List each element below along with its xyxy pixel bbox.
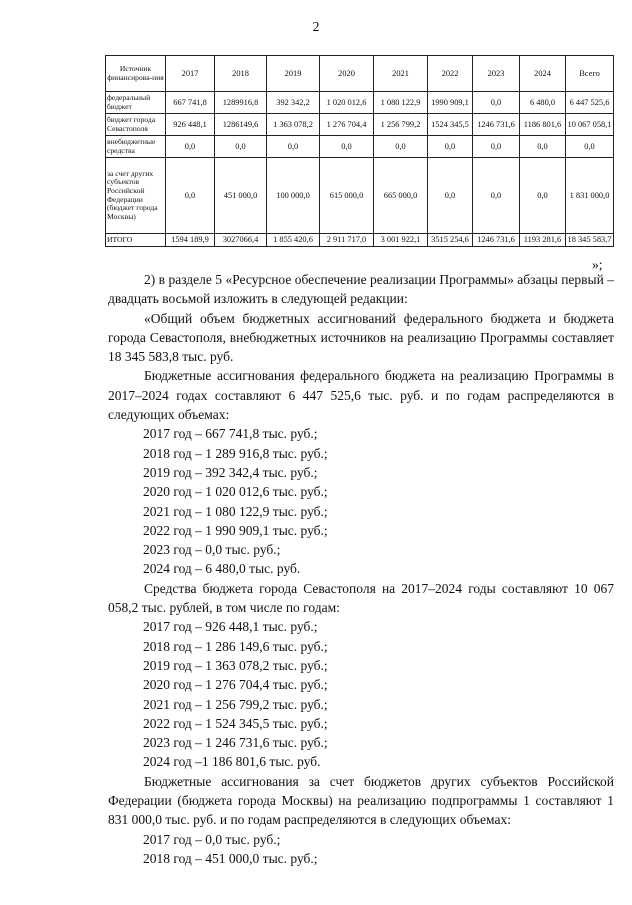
table-cell: 3027066,4 — [215, 234, 267, 247]
table-row — [106, 114, 614, 136]
table-cell: 615 000,0 — [320, 158, 374, 234]
table-cell: 1 363 078,2 — [267, 114, 320, 136]
list-item: 2019 год – 392 342,4 тыс. руб.; — [143, 464, 318, 480]
list-item: 2017 год – 667 741,8 тыс. руб.; — [143, 426, 318, 442]
list-item: 2021 год – 1 256 799,2 тыс. руб.; — [143, 696, 328, 712]
table-cell: 1 831 000,0 — [566, 158, 614, 234]
list-item: 2017 год – 0,0 тыс. руб.; — [143, 831, 281, 847]
list-item: 2022 год – 1 990 909,1 тыс. руб.; — [143, 522, 328, 538]
list-item: 2023 год – 1 246 731,6 тыс. руб.; — [143, 735, 328, 751]
table-cell: бюджет города Севастополя — [106, 114, 166, 136]
table-row — [106, 136, 614, 158]
table-cell: 0,0 — [374, 136, 428, 158]
table-row — [106, 234, 614, 247]
table-cell: 0,0 — [428, 158, 473, 234]
table-cell: 1246 731,6 — [473, 234, 520, 247]
list-item: 2021 год – 1 080 122,9 тыс. руб.; — [143, 503, 328, 519]
table-cell: 926 448,1 — [166, 114, 215, 136]
table-cell: ИТОГО — [106, 234, 166, 247]
table-cell: 1990 909,1 — [428, 92, 473, 114]
table-cell: 0,0 — [520, 136, 566, 158]
header-2023: 2023 — [473, 56, 520, 92]
table-closing-quote: »; — [592, 257, 603, 272]
table-row — [106, 158, 614, 234]
header-source: Источник финансирова-ния — [106, 56, 166, 92]
list-item: 2024 год –1 186 801,6 тыс. руб. — [143, 754, 321, 770]
header-2020: 2020 — [320, 56, 374, 92]
table-cell: 1 020 012,6 — [320, 92, 374, 114]
table-cell: 0,0 — [473, 158, 520, 234]
table-cell: 0,0 — [566, 136, 614, 158]
list-item: 2022 год – 1 524 345,5 тыс. руб.; — [143, 715, 328, 731]
list-item: 2019 год – 1 363 078,2 тыс. руб.; — [143, 657, 328, 673]
table-cell: 6 480,0 — [520, 92, 566, 114]
header-2018: 2018 — [215, 56, 267, 92]
document-body — [108, 270, 614, 868]
paragraph: 2) в разделе 5 «Ресурсное обеспечение реализации Программы» абзацы первый – двадцать восьмой изложить в следующей редакции: — [108, 272, 614, 307]
table-cell: 3 001 922,1 — [374, 234, 428, 247]
table-cell: 1 276 704,4 — [320, 114, 374, 136]
table-cell: 392 342,2 — [267, 92, 320, 114]
financing-table — [105, 55, 614, 247]
table-cell: 0,0 — [520, 158, 566, 234]
header-2024: 2024 — [520, 56, 566, 92]
table-cell: 0,0 — [166, 158, 215, 234]
table-cell: 1286149,6 — [215, 114, 267, 136]
list-item: 2018 год – 1 286 149,6 тыс. руб.; — [143, 638, 328, 654]
table-cell: 6 447 525,6 — [566, 92, 614, 114]
table-cell: 1246 731,6 — [473, 114, 520, 136]
table-cell: 18 345 583,7 — [566, 234, 614, 247]
header-2022: 2022 — [428, 56, 473, 92]
table-header-row — [106, 56, 614, 92]
table-cell: 1594 189,9 — [166, 234, 215, 247]
table-cell: 3515 254,6 — [428, 234, 473, 247]
header-2021: 2021 — [374, 56, 428, 92]
paragraph: Бюджетные ассигнования федерального бюджета на реализацию Программы в 2017–2024 годах составляют 6 447 525,6 тыс. руб. и по годам распределяются в следующих объемах: — [108, 368, 614, 423]
table-cell: 0,0 — [320, 136, 374, 158]
table-cell: 1193 281,6 — [520, 234, 566, 247]
page-number: 2 — [312, 20, 320, 35]
header-2019: 2019 — [267, 56, 320, 92]
list-item: 2023 год – 0,0 тыс. руб.; — [143, 542, 281, 558]
paragraph: Средства бюджета города Севастополя на 2017–2024 годы составляют 10 067 058,2 тыс. рублей, в том числе по годам: — [108, 580, 614, 616]
table-row — [106, 92, 614, 114]
table-cell: за счет других субъектов Российской Федерации (бюджет города Москвы) — [106, 158, 166, 234]
table-cell: 451 000,0 — [215, 158, 267, 234]
list-item: 2018 год – 451 000,0 тыс. руб.; — [143, 850, 318, 866]
header-total: Всего — [566, 56, 614, 92]
header-2017: 2017 — [166, 56, 215, 92]
list-item: 2020 год – 1 276 704,4 тыс. руб.; — [143, 677, 328, 693]
table-cell: 0,0 — [267, 136, 320, 158]
table-cell: 0,0 — [473, 92, 520, 114]
table-cell: 665 000,0 — [374, 158, 428, 234]
list-item: 2018 год – 1 289 916,8 тыс. руб.; — [143, 445, 328, 461]
table-cell: 0,0 — [166, 136, 215, 158]
list-item: 2020 год – 1 020 012,6 тыс. руб.; — [143, 484, 328, 500]
table-cell: 2 911 717,0 — [320, 234, 374, 247]
paragraph: Бюджетные ассигнования за счет бюджетов других субъектов Российской Федерации (бюджета города Москвы) на реализацию подпрограммы 1 составляют 1 831 000,0 тыс. руб. и по годам распределяются в следующих объемах: — [108, 773, 614, 828]
table-cell: 1186 801,6 — [520, 114, 566, 136]
table-cell: внебюджетные средства — [106, 136, 166, 158]
list-item: 2017 год – 926 448,1 тыс. руб.; — [143, 619, 318, 635]
table-cell: 0,0 — [428, 136, 473, 158]
table-cell: 1 256 799,2 — [374, 114, 428, 136]
table-cell: 1 080 122,9 — [374, 92, 428, 114]
table-cell: 667 741,8 — [166, 92, 215, 114]
paragraph: «Общий объем бюджетных ассигнований федерального бюджета и бюджета города Севастополя, внебюджетных источников на реализацию Программы составляет 18 345 583,8 тыс. руб. — [108, 310, 614, 365]
table-cell: 1524 345,5 — [428, 114, 473, 136]
table-cell: 1 855 420,6 — [267, 234, 320, 247]
table-cell: 0,0 — [215, 136, 267, 158]
table-cell: 0,0 — [473, 136, 520, 158]
table-cell: 100 000,0 — [267, 158, 320, 234]
list-item: 2024 год – 6 480,0 тыс. руб. — [143, 561, 301, 577]
table-cell: 10 067 058,1 — [566, 114, 614, 136]
table-cell: 1289916,8 — [215, 92, 267, 114]
table-cell: федеральный бюджет — [106, 92, 166, 114]
